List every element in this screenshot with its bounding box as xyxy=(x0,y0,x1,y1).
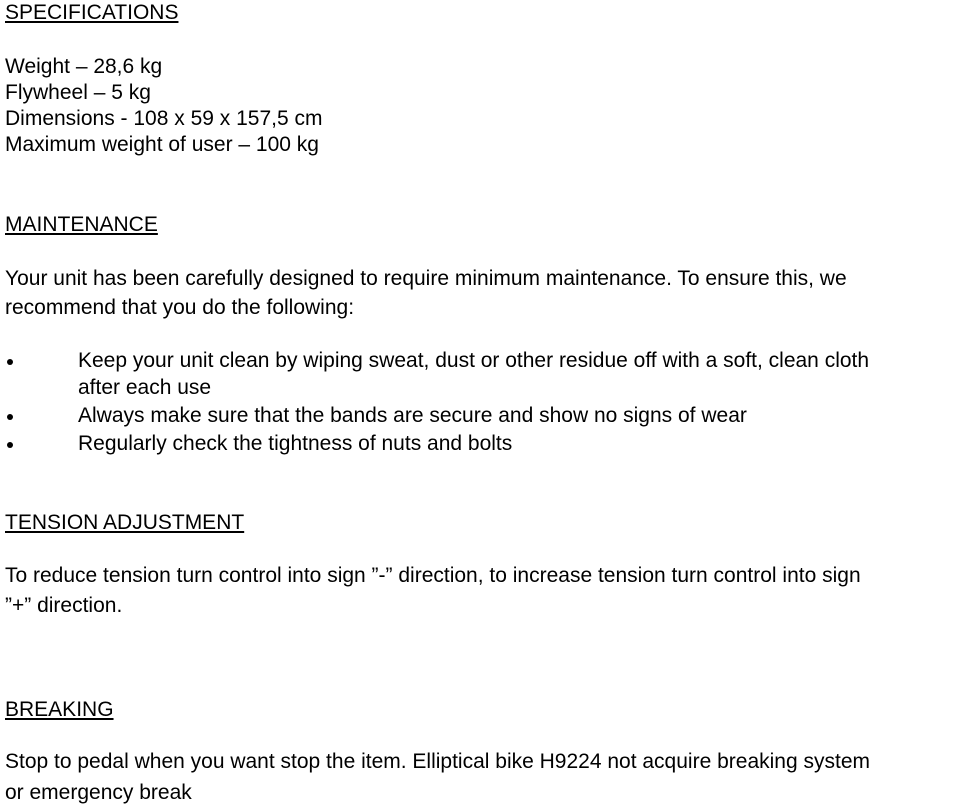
breaking-line-2: or emergency break xyxy=(5,781,192,804)
breaking-line-1: Stop to pedal when you want stop the item. Elliptical bike H9224 not acquire breaking system xyxy=(5,750,870,773)
spec-dimensions: Dimensions - 108 x 59 x 157,5 cm xyxy=(5,107,323,130)
maintenance-heading: MAINTENANCE xyxy=(5,213,158,236)
spec-weight: Weight – 28,6 kg xyxy=(5,55,163,78)
specifications-heading: SPECIFICATIONS xyxy=(5,1,179,24)
maintenance-intro-line-1: Your unit has been carefully designed to require minimum maintenance. To ensure this, we xyxy=(5,267,847,290)
bullet-icon xyxy=(7,442,13,448)
spec-max-user-weight: Maximum weight of user – 100 kg xyxy=(5,133,319,156)
list-item: Always make sure that the bands are secure and show no signs of wear xyxy=(78,404,747,427)
tension-line-2: ”+” direction. xyxy=(5,594,123,617)
maintenance-intro-line-2: recommend that you do the following: xyxy=(5,296,355,319)
list-item: Keep your unit clean by wiping sweat, dust or other residue off with a soft, clean cloth xyxy=(78,349,870,372)
bullet-icon xyxy=(7,359,13,365)
spec-flywheel: Flywheel – 5 kg xyxy=(5,81,151,104)
list-item: Regularly check the tightness of nuts and bolts xyxy=(78,432,513,455)
tension-line-1: To reduce tension turn control into sign ”-” direction, to increase tension turn control into sign xyxy=(5,564,861,587)
breaking-heading: BREAKING xyxy=(5,698,114,721)
bullet-icon xyxy=(7,414,13,420)
tension-heading: TENSION ADJUSTMENT xyxy=(5,511,245,534)
list-item-continuation: after each use xyxy=(78,376,212,399)
